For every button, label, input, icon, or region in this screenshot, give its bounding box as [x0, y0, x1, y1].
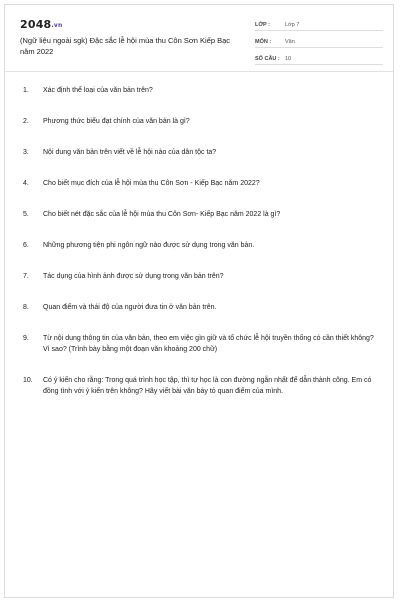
question-item	[23, 85, 379, 96]
meta-value: Văn	[285, 39, 295, 45]
question-list	[23, 85, 379, 397]
meta-row-class	[255, 16, 383, 31]
meta-label: LỚP :	[255, 22, 270, 28]
question-text: Cho biết nét đặc sắc của lễ hội mùa thu Côn Sơn- Kiếp Bạc năm 2022 là gì?	[43, 211, 281, 218]
question-item	[23, 375, 379, 397]
meta-row-question-count	[255, 50, 383, 65]
worksheet-meta	[255, 16, 383, 67]
worksheet-page	[4, 4, 394, 598]
question-text: Phương thức biểu đạt chính của văn bản là gì?	[43, 118, 190, 125]
header-divider	[5, 71, 393, 72]
question-number: 9.	[23, 335, 29, 342]
question-text: Cho biết mục đích của lễ hội mùa thu Côn Sơn - Kiếp Bạc năm 2022?	[43, 180, 260, 187]
question-item	[23, 333, 379, 355]
meta-value: Lớp 7	[285, 22, 300, 28]
logo-domain: .vn	[51, 22, 63, 29]
question-item	[23, 147, 379, 158]
question-item	[23, 271, 379, 282]
worksheet-header	[5, 5, 393, 71]
meta-row-subject	[255, 33, 383, 48]
question-number: 8.	[23, 304, 29, 311]
question-number: 7.	[23, 273, 29, 280]
question-text: Quan điểm và thái độ của người đưa tin ở văn bản trên.	[43, 304, 217, 311]
question-item	[23, 116, 379, 127]
question-text: Tác dụng của hình ảnh được sử dụng trong văn bản trên?	[43, 273, 224, 280]
question-item	[23, 302, 379, 313]
site-logo[interactable]	[20, 18, 62, 31]
question-text: Từ nội dung thông tin của văn bản, theo em việc gìn giữ và tổ chức lễ hội truyền thống có cần thiết không? Vì sao? (Trình bày bằng một đoạn văn khoảng 200 chữ)	[43, 335, 374, 353]
question-number: 6.	[23, 242, 29, 249]
worksheet-title: (Ngữ liệu ngoài sgk) Đặc sắc lễ hội mùa thu Côn Sơn Kiếp Bạc năm 2022	[20, 36, 231, 56]
question-number: 4.	[23, 180, 29, 187]
question-text: Những phương tiện phi ngôn ngữ nào được sử dụng trong văn bản.	[43, 242, 255, 249]
question-number: 5.	[23, 211, 29, 218]
question-text: Xác định thể loại của văn bản trên?	[43, 87, 153, 94]
meta-label: MÔN :	[255, 39, 272, 45]
question-item	[23, 209, 379, 220]
logo-number: 2048	[20, 18, 52, 31]
question-number: 1.	[23, 87, 29, 94]
question-item	[23, 178, 379, 189]
question-number: 3.	[23, 149, 29, 156]
question-number: 2.	[23, 118, 29, 125]
question-number: 10.	[23, 377, 33, 384]
question-text: Có ý kiến cho rằng: Trong quá trình học tập, thì tự học là con đường ngắn nhất để dẫn thành công. Em có đồng tình với ý kiến trên không? Hãy viết bài văn bày tỏ quan điểm của mình.	[43, 377, 372, 395]
question-item	[23, 240, 379, 251]
question-text: Nội dung văn bản trên viết về lễ hội nào của dân tộc ta?	[43, 149, 217, 156]
meta-value: 10	[285, 56, 292, 62]
meta-label: SỐ CÂU :	[255, 56, 280, 62]
